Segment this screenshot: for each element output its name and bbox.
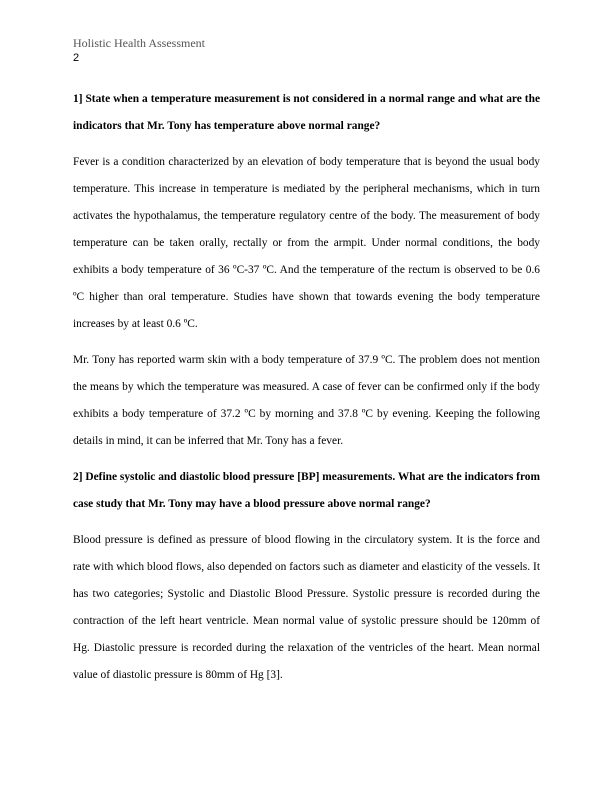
body-paragraph-2: Mr. Tony has reported warm skin with a body temperature of 37.9 ºC. The problem does not mention the means by which the temperature was measured. A case of fever can be confirmed only if the body exhibits a body temperature of 37.2 ºC by morning and 37.8 ºC by evening. Keeping the following details in mind, it can be inferred that Mr. Tony has a fever. xyxy=(73,354,540,447)
body-paragraph-1: Fever is a condition characterized by an elevation of body temperature that is beyond the usual body temperature. This increase in temperature is mediated by the peripheral mechanisms, which in turn activates the hypothalamus, the temperature regulatory centre of the body. The measurement of body temperature can be taken orally, rectally or from the armpit. Under normal conditions, the body exhibits a body temperature of 36 ºC-37 ºC. And the temperature of the rectum is observed to be 0.6 ºC higher than oral temperature. Studies have shown that towards evening the body temperature increases by at least 0.6 ºC. xyxy=(73,156,540,330)
question-heading-1: 1] State when a temperature measurement is not considered in a normal range and what are the indicators that Mr. Tony has temperature above normal range? xyxy=(73,93,540,132)
question-heading-2: 2] Define systolic and diastolic blood pressure [BP] measurements. What are the indicators from case study that Mr. Tony may have a blood pressure above normal range? xyxy=(73,471,540,510)
body-paragraph-3: Blood pressure is defined as pressure of blood flowing in the circulatory system. It is the force and rate with which blood flows, also depended on factors such as diameter and elasticity of the vessels. It has two categories; Systolic and Diastolic Blood Pressure. Systolic pressure is recorded during the contraction of the left heart ventricle. Mean normal value of systolic pressure should be 120mm of Hg. Diastolic pressure is recorded during the relaxation of the ventricles of the heart. Mean normal value of diastolic pressure is 80mm of Hg [3]. xyxy=(73,534,540,681)
document-body xyxy=(73,86,540,698)
running-header: Holistic Health Assessment xyxy=(73,36,205,50)
page-number: 2 xyxy=(73,52,80,64)
